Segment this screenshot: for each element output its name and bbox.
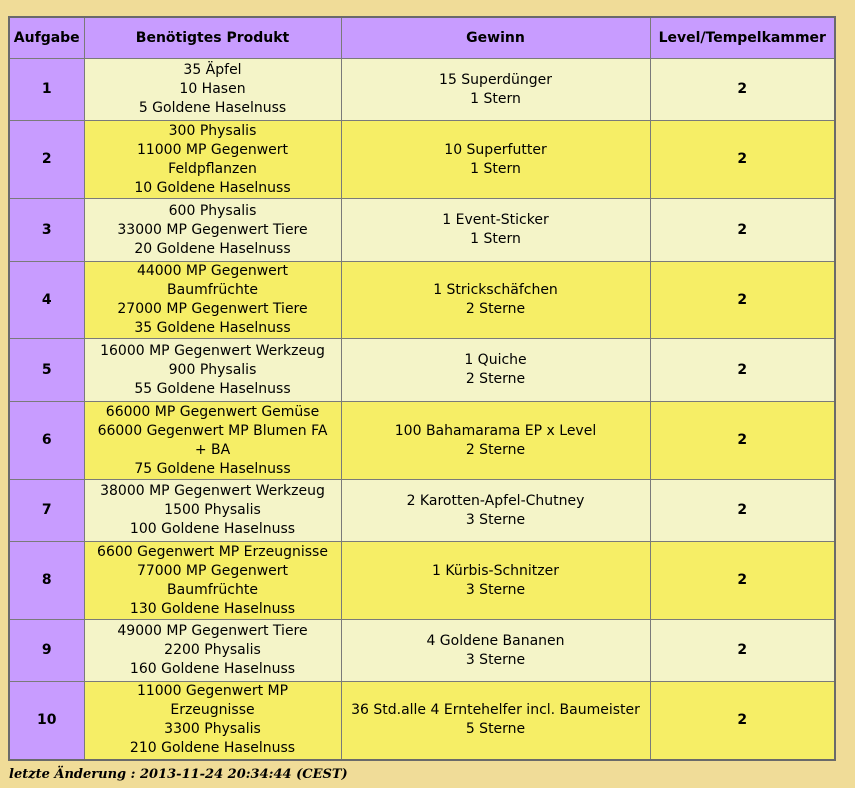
- product-line: 20 Goldene Haselnuss: [134, 240, 291, 257]
- product-line: 10 Hasen: [179, 81, 246, 97]
- level-value: 2: [650, 682, 835, 760]
- reward-line: 2 Karotten-Apfel-Chutney: [406, 492, 585, 509]
- product-line: 210 Goldene Haselnuss: [129, 740, 296, 757]
- level-value: 2: [650, 339, 835, 402]
- task-number: 9: [9, 620, 84, 682]
- product-line: 66000 Gegenwert MP Blumen FA: [97, 422, 328, 439]
- product-line: Feldpflanzen: [168, 160, 257, 177]
- table-row: [9, 121, 835, 199]
- reward-line: 4 Goldene Bananen: [426, 632, 565, 649]
- header-reward: Gewinn: [341, 17, 650, 59]
- product-line: 35 Goldene Haselnuss: [134, 320, 291, 336]
- product-line: 130 Goldene Haselnuss: [129, 600, 296, 617]
- task-number: 2: [9, 121, 84, 199]
- table-row: [9, 620, 835, 682]
- reward-line: 1 Quiche: [464, 352, 527, 368]
- product-line: 10 Goldene Haselnuss: [134, 179, 291, 196]
- product-line: 5 Goldene Haselnuss: [138, 100, 287, 116]
- product-line: 6600 Gegenwert MP Erzeugnisse: [97, 543, 328, 560]
- product-line: 38000 MP Gegenwert Werkzeug: [100, 483, 325, 499]
- product-line: 27000 MP Gegenwert Tiere: [117, 301, 308, 317]
- required-product: [84, 480, 341, 542]
- product-line: 600 Physalis: [168, 202, 257, 219]
- reward: [341, 402, 650, 480]
- reward: [341, 339, 650, 402]
- reward-line: 3 Sterne: [465, 581, 526, 598]
- product-line: + BA: [194, 441, 231, 458]
- required-product: [84, 542, 341, 620]
- reward: [341, 199, 650, 262]
- header-product: Benötigtes Produkt: [84, 17, 341, 59]
- level-value: 2: [650, 480, 835, 542]
- product-line: Erzeugnisse: [170, 702, 255, 719]
- header-task: Aufgabe: [9, 17, 84, 59]
- level-value: 2: [650, 542, 835, 620]
- table-row: [9, 199, 835, 262]
- reward-line: 10 Superfutter: [444, 141, 547, 158]
- product-line: 900 Physalis: [168, 361, 257, 378]
- reward-line: 100 Bahamarama EP x Level: [394, 422, 597, 439]
- reward-line: 1 Event-Sticker: [442, 212, 549, 228]
- reward-line: 1 Stern: [470, 90, 521, 107]
- product-line: 44000 MP Gegenwert: [136, 263, 289, 279]
- product-line: 100 Goldene Haselnuss: [129, 521, 296, 537]
- task-number: 8: [9, 542, 84, 620]
- required-product: [84, 402, 341, 480]
- reward: [341, 121, 650, 199]
- product-line: 11000 Gegenwert MP: [136, 683, 289, 700]
- product-line: 75 Goldene Haselnuss: [134, 460, 291, 477]
- reward-line: 2 Sterne: [465, 301, 526, 317]
- task-number: 4: [9, 262, 84, 339]
- quest-table: [8, 16, 836, 761]
- reward: [341, 262, 650, 339]
- reward-line: 2 Sterne: [465, 371, 526, 387]
- table-row: [9, 402, 835, 480]
- reward-line: 1 Stern: [470, 231, 521, 247]
- reward-line: 1 Stern: [470, 160, 521, 177]
- reward-line: 2 Sterne: [465, 441, 526, 458]
- reward: [341, 480, 650, 542]
- product-line: 160 Goldene Haselnuss: [129, 661, 296, 677]
- reward-line: 36 Std.alle 4 Erntehelfer incl. Baumeister: [351, 702, 640, 719]
- level-value: 2: [650, 620, 835, 682]
- product-line: 1500 Physalis: [164, 502, 261, 518]
- product-line: 55 Goldene Haselnuss: [134, 380, 291, 397]
- reward-line: 5 Sterne: [465, 721, 526, 738]
- table-row: [9, 480, 835, 542]
- product-line: 2200 Physalis: [164, 642, 261, 658]
- required-product: [84, 620, 341, 682]
- product-line: 77000 MP Gegenwert: [136, 562, 289, 579]
- reward-line: 1 Strickschäfchen: [433, 282, 558, 298]
- required-product: [84, 339, 341, 402]
- required-product: [84, 262, 341, 339]
- task-number: 3: [9, 199, 84, 262]
- level-value: 2: [650, 402, 835, 480]
- header-row: [9, 17, 835, 59]
- reward-line: 3 Sterne: [465, 511, 526, 528]
- reward: [341, 620, 650, 682]
- reward: [341, 59, 650, 121]
- required-product: [84, 199, 341, 262]
- required-product: [84, 682, 341, 760]
- product-line: Baumfrüchte: [167, 282, 258, 298]
- reward: [341, 542, 650, 620]
- product-line: 66000 MP Gegenwert Gemüse: [105, 403, 320, 420]
- level-value: 2: [650, 121, 835, 199]
- product-line: Baumfrüchte: [167, 581, 258, 598]
- last-modified: letzte Änderung : 2013-11-24 20:34:44 (CEST): [9, 767, 348, 782]
- table-row: [9, 339, 835, 402]
- product-line: 33000 MP Gegenwert Tiere: [117, 221, 308, 238]
- product-line: 49000 MP Gegenwert Tiere: [117, 623, 308, 639]
- product-line: 300 Physalis: [168, 122, 257, 139]
- product-line: 11000 MP Gegenwert: [136, 141, 289, 158]
- header-level: Level/Tempelkammer: [650, 17, 835, 59]
- reward-line: 3 Sterne: [465, 651, 526, 668]
- reward: [341, 682, 650, 760]
- table-row: [9, 59, 835, 121]
- level-value: 2: [650, 199, 835, 262]
- task-number: 5: [9, 339, 84, 402]
- task-number: 6: [9, 402, 84, 480]
- table-row: [9, 542, 835, 620]
- product-line: 35 Äpfel: [183, 62, 242, 78]
- table-row: [9, 262, 835, 339]
- reward-line: 1 Kürbis-Schnitzer: [431, 562, 560, 579]
- required-product: [84, 121, 341, 199]
- reward-line: 15 Superdünger: [439, 71, 552, 88]
- product-line: 3300 Physalis: [164, 721, 261, 738]
- task-number: 10: [9, 682, 84, 760]
- level-value: 2: [650, 59, 835, 121]
- product-line: 16000 MP Gegenwert Werkzeug: [100, 342, 325, 359]
- required-product: [84, 59, 341, 121]
- task-number: 7: [9, 480, 84, 542]
- table-row: [9, 682, 835, 760]
- task-number: 1: [9, 59, 84, 121]
- level-value: 2: [650, 262, 835, 339]
